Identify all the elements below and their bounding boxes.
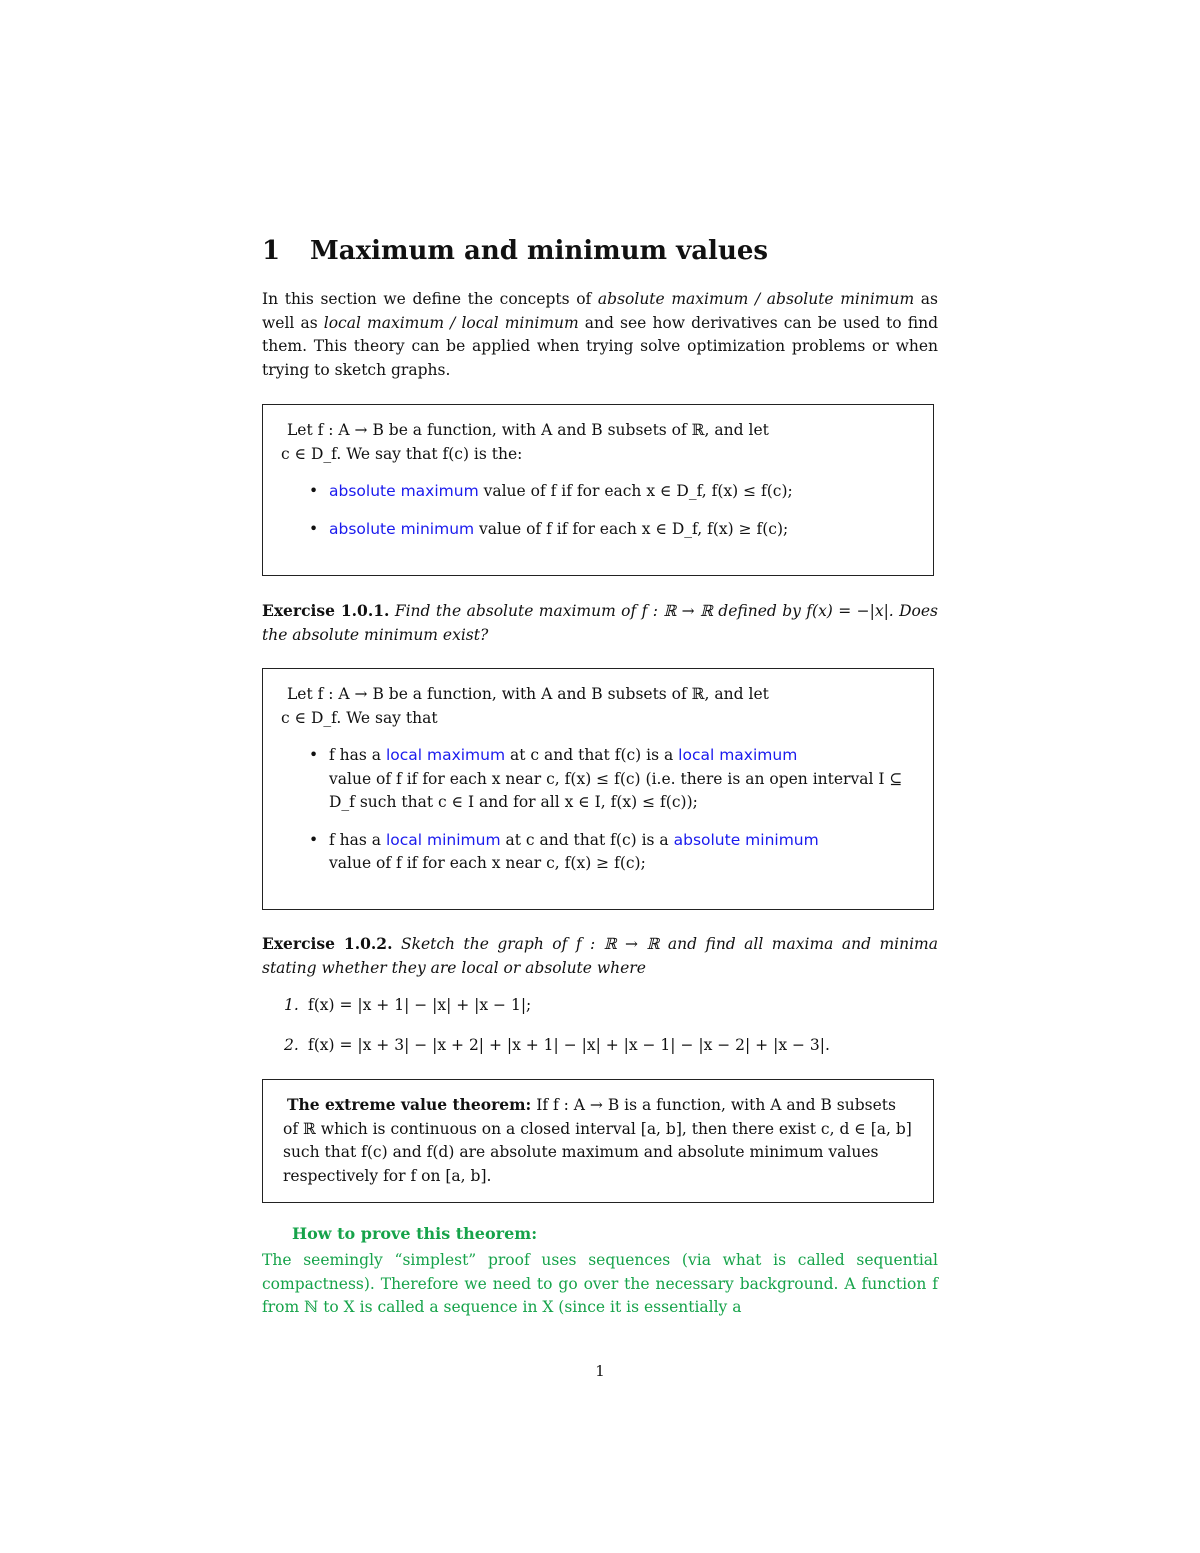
def-absolute-line1: Let f : A → B be a function, with A and B subsets of ℝ, and let [287, 421, 769, 439]
list-item [281, 829, 915, 876]
def-absolute-list [281, 480, 915, 541]
intro-text-1: In this section we define the concepts of [262, 290, 598, 308]
def-local-line1: Let f : A → B be a function, with A and B subsets of ℝ, and let [287, 685, 769, 703]
def-local-item2-rest: value of f if for each x near c, f(x) ≥ f(c); [329, 854, 646, 872]
bullet-icon: • [309, 746, 319, 764]
list-item [281, 744, 915, 815]
exercise-2 [262, 932, 938, 980]
item-number: 2. [284, 1036, 299, 1054]
bullet-icon: • [309, 482, 319, 500]
exercise-2-text: Sketch the graph of f : ℝ → ℝ and find all maxima and minima stating whether they are local or absolute where [262, 935, 938, 977]
intro-emphasis-1: absolute maximum / absolute minimum [597, 290, 915, 308]
intro-text-2: as well as [262, 290, 938, 332]
section-number: 1 [262, 236, 281, 266]
term-absolute-maximum: absolute maximum [329, 482, 479, 500]
bullet-icon: • [309, 519, 319, 538]
bullet-icon: • [309, 830, 319, 849]
def-local-item1-pre: f has a [329, 746, 386, 764]
exercise-2-item-1 [262, 994, 938, 1018]
item-text: f(x) = |x + 3| − |x + 2| + |x + 1| − |x| + |x − 1| − |x − 2| + |x − 3|. [308, 1036, 830, 1054]
def-local-line2: c ∈ D_f. We say that [281, 708, 438, 727]
proof-paragraph: The seemingly “simplest” proof uses sequences (via what is called sequential compactness). Therefore we need to go over the necessary background. A function f from ℕ to X is called a sequence in X (since it is essentially a [262, 1251, 938, 1316]
term-local-minimum: local minimum [385, 830, 501, 849]
def-local-item1-rest: value of f if for each x near c, f(x) ≤ f(c) (i.e. there is an open interval I ⊆ D_f such that c ∈ I and for all x ∈ I, f(x) ≤ f(c)); [329, 769, 903, 811]
exercise-1-label: Exercise 1.0.1. [262, 601, 390, 620]
exercise-1-text: Find the absolute maximum of f : ℝ → ℝ defined by f(x) = −|x|. Does the absolute minimum exist? [262, 602, 939, 644]
item-text: f(x) = |x + 1| − |x| + |x − 1|; [308, 996, 532, 1014]
term-absolute-minimum: absolute minimum [329, 519, 475, 538]
theorem-body: If f : A → B is a function, with A and B subsets of ℝ which is continuous on a closed interval [a, b], then there exist c, d ∈ [a, b] such that f(c) and f(d) are absolute maximum and absolute minimum values respectively for f on [a, b]. [283, 1096, 912, 1185]
theorem-text [283, 1093, 913, 1188]
def-local-item2-pre: f has a [329, 830, 386, 849]
list-item [281, 518, 915, 542]
section-title: Maximum and minimum values [310, 236, 769, 266]
exercise-2-item-2 [262, 1034, 938, 1058]
def-absolute-item2-text: value of f if for each x ∈ D_f, f(x) ≥ f(c); [474, 519, 789, 538]
term-local-maximum: local maximum [385, 746, 506, 764]
intro-emphasis-2: local maximum / local minimum [323, 313, 579, 332]
def-local-list [281, 744, 915, 876]
theorem-box [262, 1079, 934, 1203]
definition-box-local [262, 668, 934, 910]
exercise-2-label: Exercise 1.0.2. [262, 934, 393, 953]
term-absolute-minimum-2: absolute minimum [673, 830, 819, 849]
exercise-1 [262, 599, 938, 647]
term-local-maximum-2: local maximum [678, 746, 798, 764]
item-number: 1. [284, 996, 299, 1014]
def-absolute-item1-text: value of f if for each x ∈ D_f, f(x) ≤ f(c); [478, 482, 793, 500]
intro-text-3: and see how derivatives can be used to find them. This theory can be applied when trying solve optimization problems or when trying to sketch graphs. [262, 313, 938, 379]
theorem-label: The extreme value theorem: [287, 1095, 532, 1114]
list-item [281, 480, 915, 504]
definition-box-absolute [262, 404, 934, 576]
def-local-item1-mid: at c and that f(c) is a [505, 746, 679, 764]
intro-paragraph [262, 288, 938, 382]
proof-heading: How to prove this theorem: [292, 1224, 538, 1243]
page-number: 1 [595, 1362, 605, 1380]
def-absolute-line2: c ∈ D_f. We say that f(c) is the: [281, 444, 523, 463]
def-local-item2-mid: at c and that f(c) is a [500, 830, 674, 849]
section-heading [262, 236, 768, 266]
